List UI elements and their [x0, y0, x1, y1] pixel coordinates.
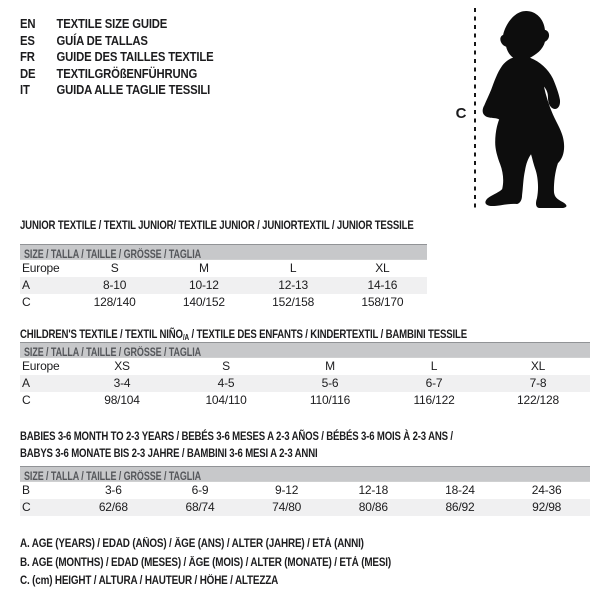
row-label: C — [22, 500, 31, 514]
legend-notes — [20, 535, 451, 591]
table-row — [20, 392, 590, 409]
language-label: GUIDA ALLE TAGLIE TESSILI — [56, 82, 211, 97]
language-row-en — [20, 16, 213, 33]
size-header-label: SIZE / TALLA / TAILLE / GRÖSSE / TAGLIA — [24, 347, 202, 358]
size-cell: 68/74 — [185, 500, 215, 514]
language-label: TEXTILE SIZE GUIDE — [56, 16, 168, 31]
size-cell: 74/80 — [272, 500, 302, 514]
size-cell: 6-7 — [425, 376, 443, 390]
size-cell: 158/170 — [361, 295, 404, 309]
language-code: DE — [20, 65, 36, 81]
size-cell: 8-10 — [103, 278, 127, 292]
size-header-label: SIZE / TALLA / TAILLE / GRÖSSE / TAGLIA — [24, 249, 202, 260]
language-row-de — [20, 66, 213, 83]
size-cell: 3-6 — [104, 483, 122, 497]
babies-size-table — [20, 482, 590, 516]
language-guide-list — [20, 16, 242, 99]
row-label: A — [22, 376, 30, 390]
size-cell: 9-12 — [275, 483, 299, 497]
junior-table-title — [20, 217, 414, 234]
size-header-bar — [20, 342, 590, 358]
size-cell: 18-24 — [445, 483, 475, 497]
table-row — [20, 499, 590, 516]
table-row — [20, 260, 427, 277]
table-title-text: /A — [182, 333, 189, 342]
size-cell: 104/110 — [205, 393, 247, 407]
table-title-text: JUNIOR TEXTILE / TEXTIL JUNIOR/ TEXTILE JUNIOR / JUNIORTEXTIL / JUNIOR TESSILE — [20, 218, 414, 232]
language-row-it — [20, 82, 213, 99]
size-cell: 5-6 — [321, 376, 339, 390]
babies-table-title — [20, 428, 453, 462]
language-row-es — [20, 33, 213, 50]
size-cell: 128/140 — [93, 295, 136, 309]
size-cell: 12-13 — [278, 278, 308, 292]
size-cell: 86/92 — [445, 500, 475, 514]
language-row-fr — [20, 49, 213, 66]
table-row — [20, 358, 590, 375]
size-header-label: SIZE / TALLA / TAILLE / GRÖSSE / TAGLIA — [24, 471, 202, 482]
size-cell: S — [222, 359, 230, 373]
size-cell: 98/104 — [104, 393, 140, 407]
row-label: A — [22, 278, 30, 292]
size-cell: 14-16 — [367, 278, 398, 292]
row-label: C — [22, 295, 31, 309]
children-table — [20, 342, 590, 409]
size-header-bar — [20, 244, 427, 260]
row-label: Europe — [22, 261, 60, 275]
table-title-text: BABIES 3-6 MONTH TO 2-3 YEARS / BEBÉS 3-6 MESES A 2-3 AÑOS / BÉBÉS 3-6 MOIS À 2-3 ANS / — [20, 429, 453, 443]
table-row — [20, 294, 427, 311]
language-code: ES — [20, 32, 35, 48]
size-cell: 6-9 — [191, 483, 209, 497]
junior-table — [20, 244, 427, 311]
table-row — [20, 375, 590, 392]
table-title-text: CHILDREN'S TEXTILE / TEXTIL NIÑO — [20, 327, 183, 341]
row-label: C — [22, 393, 31, 407]
size-cell: 4-5 — [217, 376, 235, 390]
babies-table — [20, 466, 590, 516]
junior-size-table — [20, 260, 427, 311]
size-cell: 12-18 — [358, 483, 389, 497]
size-cell: 7-8 — [529, 376, 547, 390]
size-header-bar — [20, 466, 590, 482]
table-row — [20, 277, 427, 294]
size-cell: 62/68 — [98, 500, 128, 514]
row-label: Europe — [22, 359, 60, 373]
toddler-silhouette-icon — [470, 1, 600, 215]
table-title-text: BABYS 3-6 MONATE BIS 2-3 JAHRE / BAMBINI 3-6 MESI A 2-3 ANNI — [20, 446, 318, 460]
size-cell: M — [198, 261, 209, 275]
size-cell: L — [430, 359, 438, 373]
size-cell: XL — [375, 261, 390, 275]
note-age-months: B. AGE (MONTHS) / EDAD (MESES) / ÂGE (MOIS) / ALTER (MONATE) / ETÀ (MESI) — [20, 556, 391, 569]
children-size-table — [20, 358, 590, 409]
table-row — [20, 482, 590, 499]
note-height: C. (cm) HEIGHT / ALTURA / HAUTEUR / HÖHE / ALTEZZA — [20, 575, 279, 587]
size-cell: XL — [530, 359, 546, 373]
language-code: FR — [20, 49, 35, 64]
size-cell: 152/158 — [272, 295, 315, 309]
language-label: GUÍA DE TALLAS — [56, 32, 148, 48]
size-cell: 80/86 — [358, 500, 388, 514]
size-cell: 3-4 — [113, 376, 131, 390]
note-age-years: A. AGE (YEARS) / EDAD (AÑOS) / ÂGE (ANS) / ALTER (JAHRE) / ETÀ (ANNI) — [20, 538, 364, 550]
height-label: C — [455, 105, 467, 122]
language-label: TEXTILGRÖßENFÜHRUNG — [56, 65, 198, 81]
size-cell: 122/128 — [517, 393, 559, 407]
language-label: GUIDE DES TAILLES TEXTILE — [56, 49, 214, 64]
size-cell: 24-36 — [531, 483, 562, 497]
size-cell: 116/122 — [413, 393, 455, 407]
table-title-text: / TEXTILE DES ENFANTS / KINDERTEXTIL / BAMBINI TESSILE — [188, 327, 467, 341]
language-code: EN — [20, 16, 36, 31]
language-code: IT — [20, 82, 30, 97]
size-cell: L — [289, 261, 297, 275]
size-cell: 140/152 — [182, 295, 225, 309]
size-cell: XS — [114, 359, 130, 373]
size-cell: M — [325, 359, 335, 373]
size-cell: 92/98 — [532, 500, 562, 514]
size-cell: 110/116 — [309, 393, 351, 407]
size-cell: S — [110, 261, 119, 275]
row-label: B — [22, 483, 30, 497]
size-cell: 10-12 — [189, 278, 219, 292]
